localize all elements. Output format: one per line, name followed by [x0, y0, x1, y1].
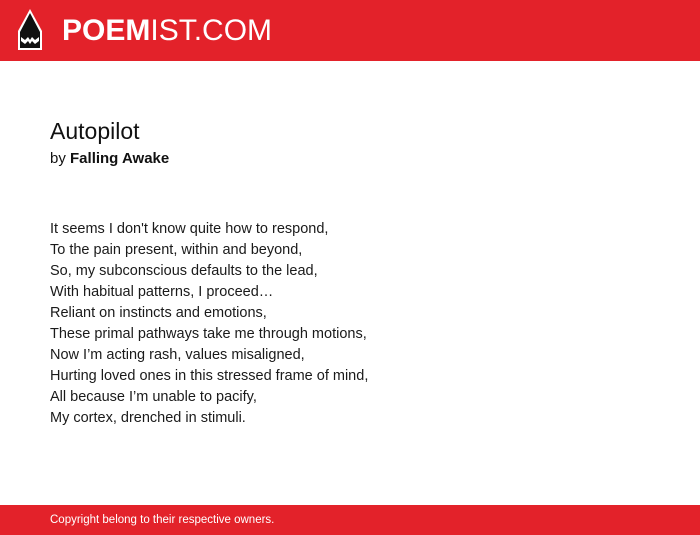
brand-bold-text: POEM: [62, 14, 151, 47]
poem-line: With habitual patterns, I proceed…: [50, 284, 274, 300]
poem-line: To the pain present, within and beyond,: [50, 242, 303, 258]
poem-line: All because I’m unable to pacify,: [50, 389, 257, 405]
poem-byline: [50, 149, 169, 169]
poem-line: It seems I don't know quite how to respond,: [50, 221, 329, 237]
site-logo-link[interactable]: [17, 9, 43, 51]
pencil-tip-icon: [17, 9, 43, 51]
poem-line: So, my subconscious defaults to the lead,: [50, 263, 318, 279]
brand-light-text: IST.COM: [150, 14, 273, 47]
poem-line: Now I’m acting rash, values misaligned,: [50, 347, 305, 363]
site-brand[interactable]: [62, 13, 272, 49]
poem-line: These primal pathways take me through motions,: [50, 326, 367, 342]
by-label: by: [50, 150, 66, 167]
poem-author: Falling Awake: [70, 150, 170, 167]
poem-title: Autopilot: [50, 118, 140, 144]
site-header: [0, 0, 700, 61]
poem-body: [50, 219, 650, 429]
site-footer: [0, 505, 700, 535]
poem-line: Reliant on instincts and emotions,: [50, 305, 267, 321]
copyright-text: Copyright belong to their respective owners.: [50, 514, 275, 526]
poem-line: Hurting loved ones in this stressed frame of mind,: [50, 368, 369, 384]
poem-line: My cortex, drenched in stimuli.: [50, 410, 246, 426]
